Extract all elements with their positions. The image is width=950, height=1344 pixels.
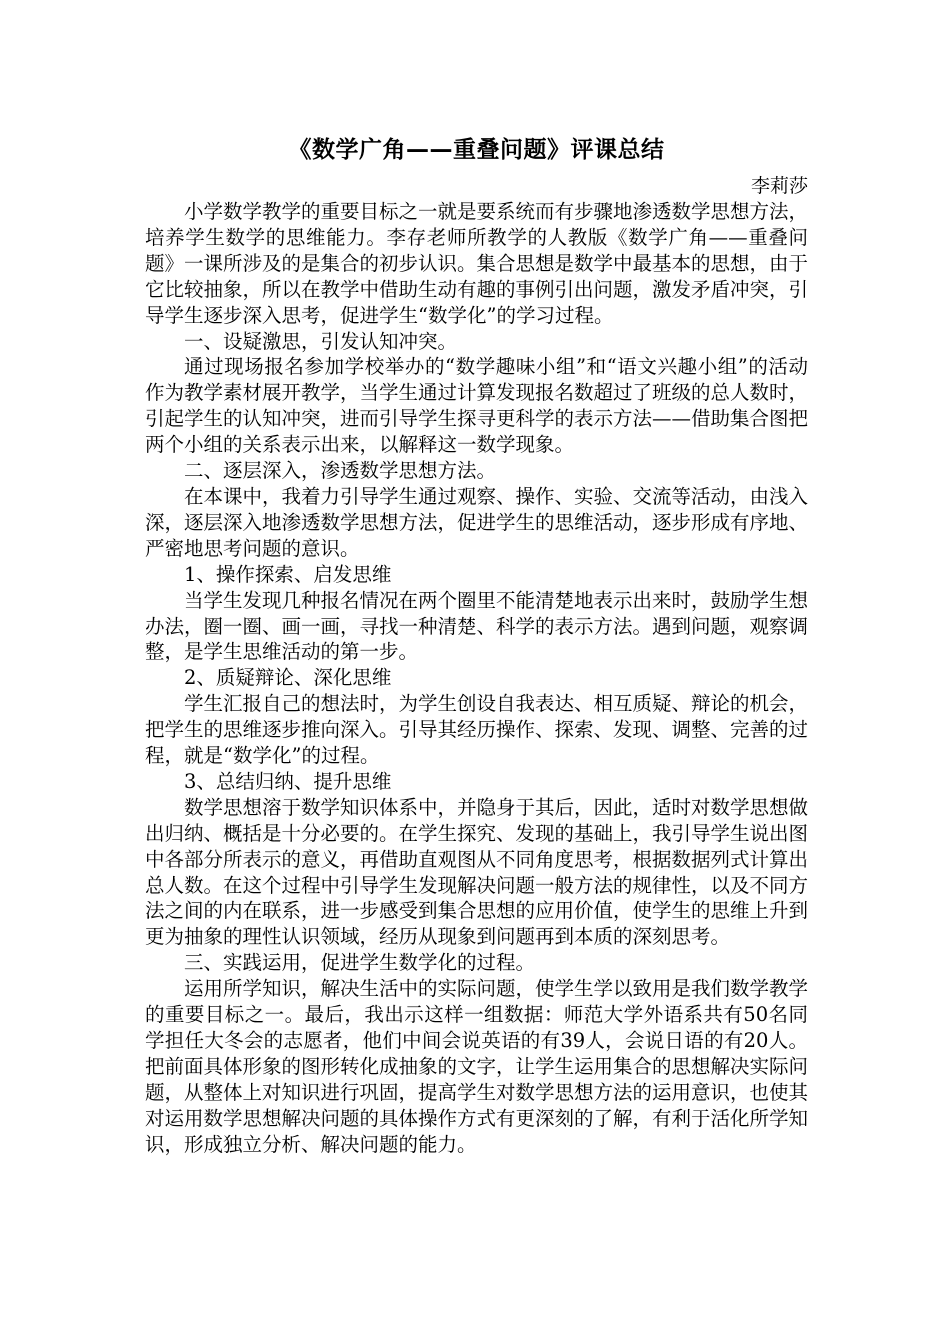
- subheading-2-1: 1、操作探索、启发思维: [184, 562, 392, 586]
- paragraph-2-2: 学生汇报自己的想法时，为学生创设自我表达、相互质疑、辩论的机会，把学生的思维逐步推向深入。引导其经历操作、探索、发现、调整、完善的过程，就是“数学化”的过程。: [145, 692, 809, 768]
- paragraph-section-3: 运用所学知识，解决生活中的实际问题，使学生学以致用是我们数学教学的重要目标之一。最后，我出示这样一组数据：师范大学外语系共有50名同学担任大冬会的志愿者，他们中间会说英语的有39人，会说日语的有20人。把前面具体形象的图形转化成抽象的文字，让学生运用集合的思想解决实际问题，从整体上对知识进行巩固，提高学生对数学思想方法的运用意识，也使其对运用数学思想解决问题的具体操作方式有更深刻的了解，有利于活化所学知识，形成独立分析、解决问题的能力。: [145, 977, 809, 1156]
- author-name: 李莉莎: [750, 175, 808, 197]
- document-page: [145, 133, 808, 1158]
- paragraph-section-1: 通过现场报名参加学校举办的“数学趣味小组”和“语文兴趣小组”的活动作为教学素材展开教学，当学生通过计算发现报名数超过了班级的总人数时，引起学生的认知冲突，进而引导学生探寻更科学的表示方法——借助集合图把两个小组的关系表示出来，以解释这一数学现象。: [145, 355, 809, 457]
- subheading-2-2: 2、质疑辩论、深化思维: [184, 666, 392, 690]
- paragraph-intro: 小学数学教学的重要目标之一就是要系统而有步骤地渗透数学思想方法，培养学生数学的思维能力。李存老师所教学的人教版《数学广角——重叠问题》一课所涉及的是集合的初步认识。集合思想是数学中最基本的思想，由于它比较抽象，所以在教学中借助生动有趣的事例引出问题，激发矛盾冲突，引导学生逐步深入思考，促进学生“数学化”的学习过程。: [145, 200, 809, 327]
- paragraph-2-3: 数学思想溶于数学知识体系中，并隐身于其后，因此，适时对数学思想做出归纳、概括是十分必要的。在学生探究、发现的基础上，我引导学生说出图中各部分所表示的意义，再借助直观图从不同角度思考，根据数据列式计算出总人数。在这个过程中引导学生发现解决问题一般方法的规律性，以及不同方法之间的内在联系，进一步感受到集合思想的应用价值，使学生的思维上升到更为抽象的理性认识领域，经历从现象到问题再到本质的深刻思考。: [145, 795, 809, 949]
- paragraph-2-1: 当学生发现几种报名情况在两个圈里不能清楚地表示出来时，鼓励学生想办法，圈一圈、画一画，寻找一种清楚、科学的表示方法。遇到问题，观察调整，是学生思维活动的第一步。: [145, 588, 809, 664]
- document-title: 《数学广角——重叠问题》评课总结: [288, 137, 665, 163]
- subheading-2-3: 3、总结归纳、提升思维: [184, 769, 392, 793]
- section-heading-3: 三、实践运用，促进学生数学化的过程。: [184, 951, 536, 975]
- paragraph-section-2: 在本课中，我着力引导学生通过观察、操作、实验、交流等活动，由浅入深，逐层深入地渗透数学思想方法，促进学生的思维活动，逐步形成有序地、严密地思考问题的意识。: [145, 484, 809, 560]
- section-heading-1: 一、设疑激思，引发认知冲突。: [184, 329, 458, 353]
- section-heading-2: 二、逐层深入，渗透数学思想方法。: [184, 459, 497, 483]
